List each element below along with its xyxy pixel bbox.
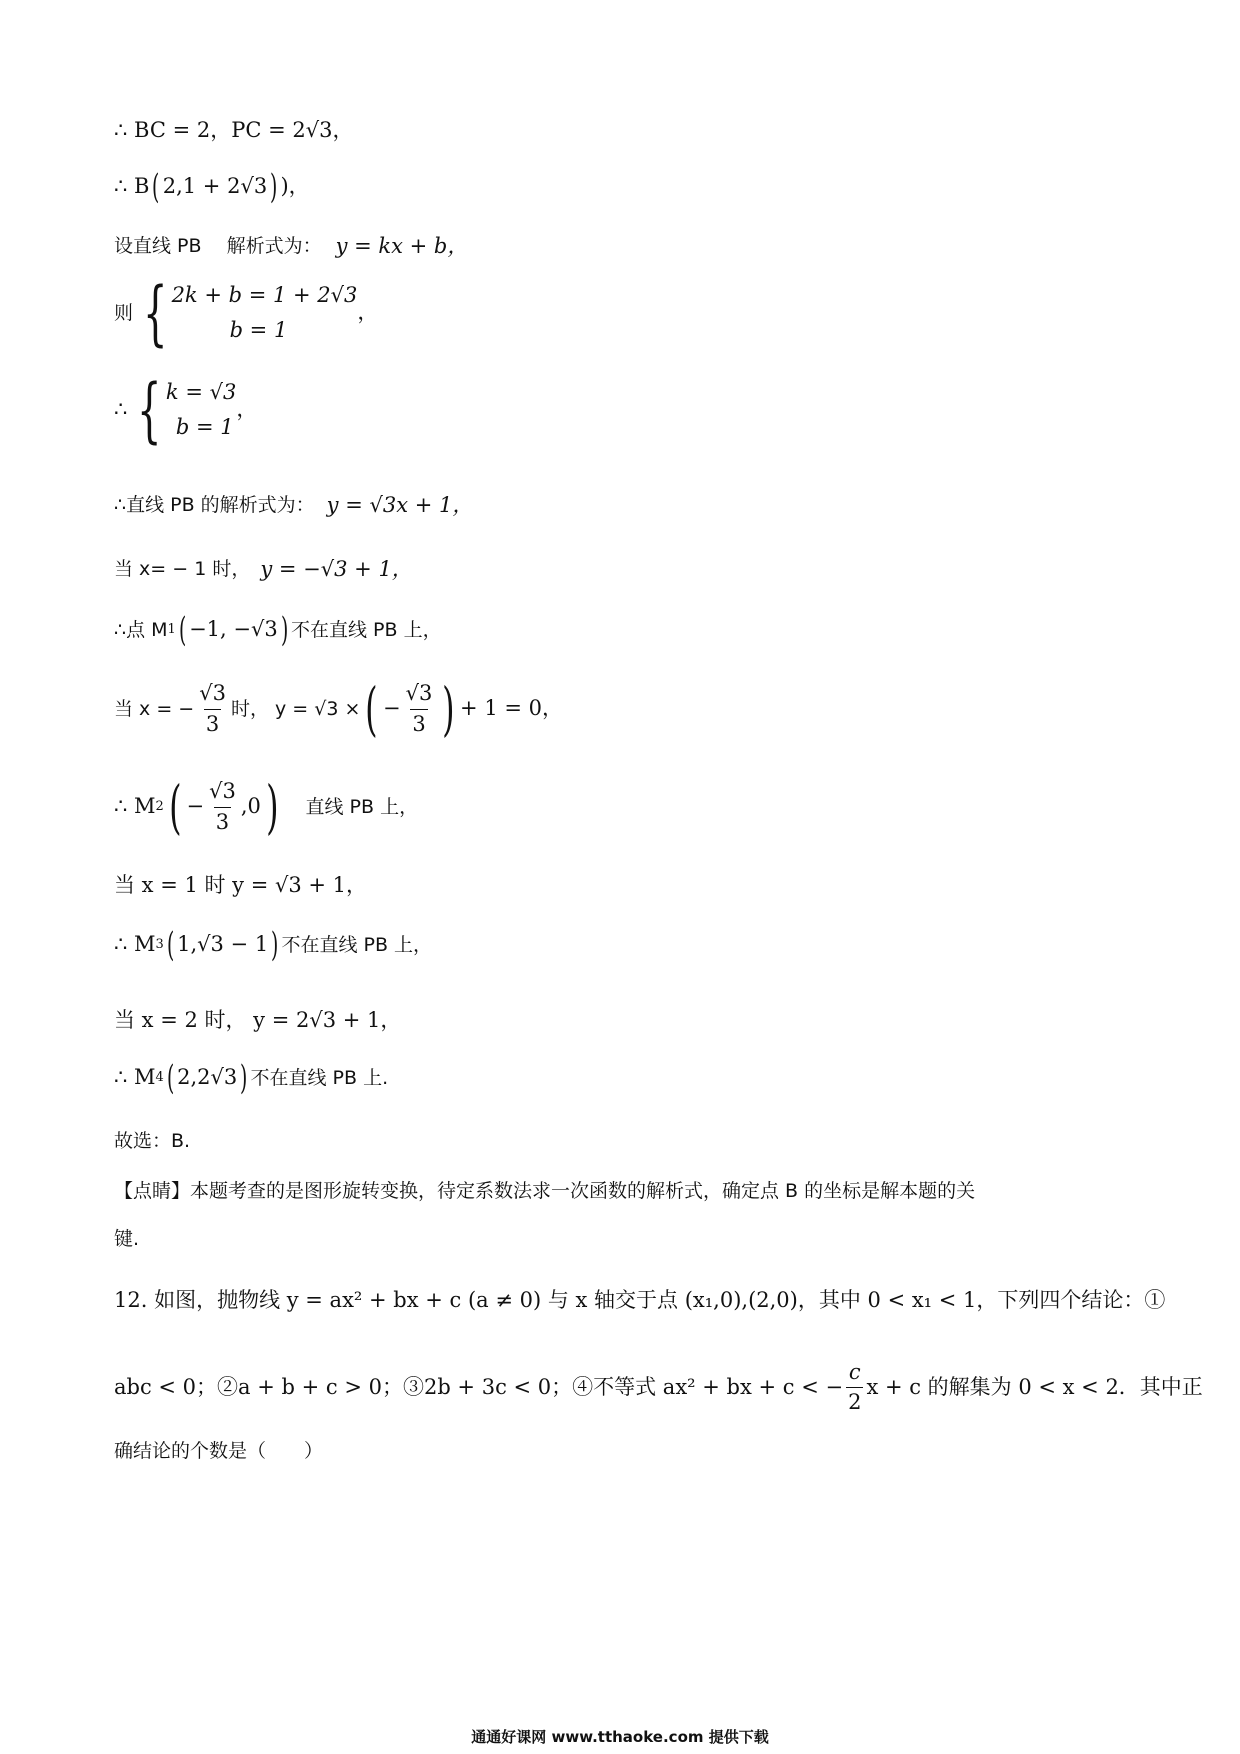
paren-left: ( <box>178 610 187 650</box>
coord-rest: ,0 <box>240 794 261 819</box>
text: ∴ M <box>114 932 156 957</box>
subscript: 3 <box>155 937 164 953</box>
paren-right: ) <box>240 1058 248 1098</box>
paren-left: ( <box>168 773 182 841</box>
paren-left: ( <box>365 675 378 743</box>
line-x-minus-1 <box>114 557 413 582</box>
sign: − <box>383 696 401 721</box>
text: 设直线 PB 解析式为： <box>114 235 322 258</box>
denominator: 2 <box>846 1387 863 1415</box>
text: ∴ B <box>114 174 150 199</box>
denominator: 3 <box>204 709 221 737</box>
line-set-pb <box>114 234 468 259</box>
fraction <box>197 681 228 736</box>
denominator: 3 <box>214 807 231 835</box>
coord: 2,1 + 2√3 <box>162 174 268 199</box>
text: 确结论的个数是（ ） <box>114 1440 324 1462</box>
text: 不在直线 PB 上， <box>291 618 442 641</box>
line-system-2 <box>114 369 258 451</box>
equation: k = √3 <box>165 379 237 404</box>
numerator: √3 <box>199 681 226 706</box>
equation: b = 1 <box>229 318 288 342</box>
coord: −1, −√3 <box>189 617 278 642</box>
text: 当 x= − 1 时， <box>114 558 251 581</box>
line-pb-expression <box>114 493 473 518</box>
page-footer: 通通好课网 www.tthaoke.com 提供下载 <box>471 1728 769 1746</box>
paren-left: ( <box>166 1058 175 1098</box>
text: ∴点 M <box>114 618 168 641</box>
line-bc-pc <box>114 118 353 143</box>
text: )， <box>280 174 310 199</box>
subscript: 1 <box>167 622 176 638</box>
denominator: 3 <box>410 709 427 737</box>
label: 则 <box>114 301 134 324</box>
paren-left: ( <box>152 167 160 207</box>
line-x-neg-sqrt3-over-3 <box>114 675 563 743</box>
line-answer <box>114 1130 190 1153</box>
paren-right: ) <box>270 167 278 207</box>
text: ∴ M <box>114 794 156 819</box>
numerator: √3 <box>209 779 236 804</box>
line-m2 <box>114 773 419 841</box>
line-x-1 <box>114 873 367 898</box>
text: 【点睛】本题考查的是图形旋转变换，待定系数法求一次函数的解析式，确定点 B 的坐标是解本题的关 <box>114 1180 976 1202</box>
paren-right: ) <box>271 925 279 965</box>
text: 当 x = 1 时 y = √3 + 1， <box>114 873 368 897</box>
subscript: 2 <box>155 799 164 815</box>
text: 不在直线 PB 上. <box>250 1066 389 1089</box>
text: 故选：B. <box>114 1130 191 1152</box>
brace: { <box>137 369 162 451</box>
question-12-line-1 <box>114 1288 1165 1313</box>
line-m1 <box>114 610 442 650</box>
line-system-1 <box>114 272 379 354</box>
line-dianjing-cont <box>114 1228 139 1251</box>
line-dianjing <box>114 1180 975 1203</box>
text: x + c 的解集为 0 < x < 2．其中正 <box>866 1375 1203 1400</box>
math: y = kx + b， <box>335 234 469 258</box>
text: ， <box>357 300 379 325</box>
text: abc < 0；②a + b + c > 0；③2b + 3c < 0；④不等式 ax² + bx + c < − <box>114 1375 844 1400</box>
math: y = √3x + 1， <box>326 493 474 517</box>
text: 直线 PB 上， <box>305 795 419 818</box>
numerator: √3 <box>405 681 433 706</box>
subscript: 4 <box>155 1070 164 1086</box>
math: y = −√3 + 1， <box>260 557 413 581</box>
line-x-2 <box>114 1008 401 1033</box>
text: ∴ BC = 2，PC = 2√3， <box>114 118 354 142</box>
text: ∴直线 PB 的解析式为： <box>114 494 315 517</box>
text: 当 x = 2 时， y = 2√3 + 1， <box>114 1008 402 1032</box>
text: 当 x = − <box>114 697 195 720</box>
text: ， <box>236 397 258 422</box>
equation-system <box>166 380 236 440</box>
sign: − <box>186 794 205 819</box>
question-12-line-2 <box>114 1360 1203 1415</box>
paren-right: ) <box>442 675 455 743</box>
paren-left: ( <box>166 925 175 965</box>
text: 时， y = √3 × <box>230 697 361 720</box>
label: ∴ <box>114 397 128 422</box>
text: 12. 如图，抛物线 y = ax² + bx + c (a ≠ 0) 与 x 轴交于点 (x₁,0),(2,0)，其中 0 < x₁ < 1，下列四个结论：① <box>114 1288 1166 1312</box>
coord: 2,2√3 <box>177 1065 238 1090</box>
equation: b = 1 <box>175 415 234 439</box>
fraction <box>207 779 238 834</box>
equation: 2k + b = 1 + 2√3 <box>171 282 358 307</box>
text: ∴ M <box>114 1065 156 1090</box>
numerator: c <box>848 1360 861 1384</box>
line-point-b <box>114 167 310 207</box>
paren-right: ) <box>280 610 289 650</box>
line-m4 <box>114 1058 389 1098</box>
equation-system <box>172 283 358 343</box>
text: 键. <box>114 1228 140 1250</box>
fraction <box>404 681 435 736</box>
text: 不在直线 PB 上， <box>281 933 433 956</box>
fraction <box>846 1360 863 1415</box>
line-m3 <box>114 925 433 965</box>
paren-right: ) <box>265 773 279 841</box>
question-12-line-3 <box>114 1440 323 1463</box>
text: + 1 = 0， <box>460 696 563 721</box>
brace: { <box>143 272 168 354</box>
coord: 1,√3 − 1 <box>177 932 269 957</box>
